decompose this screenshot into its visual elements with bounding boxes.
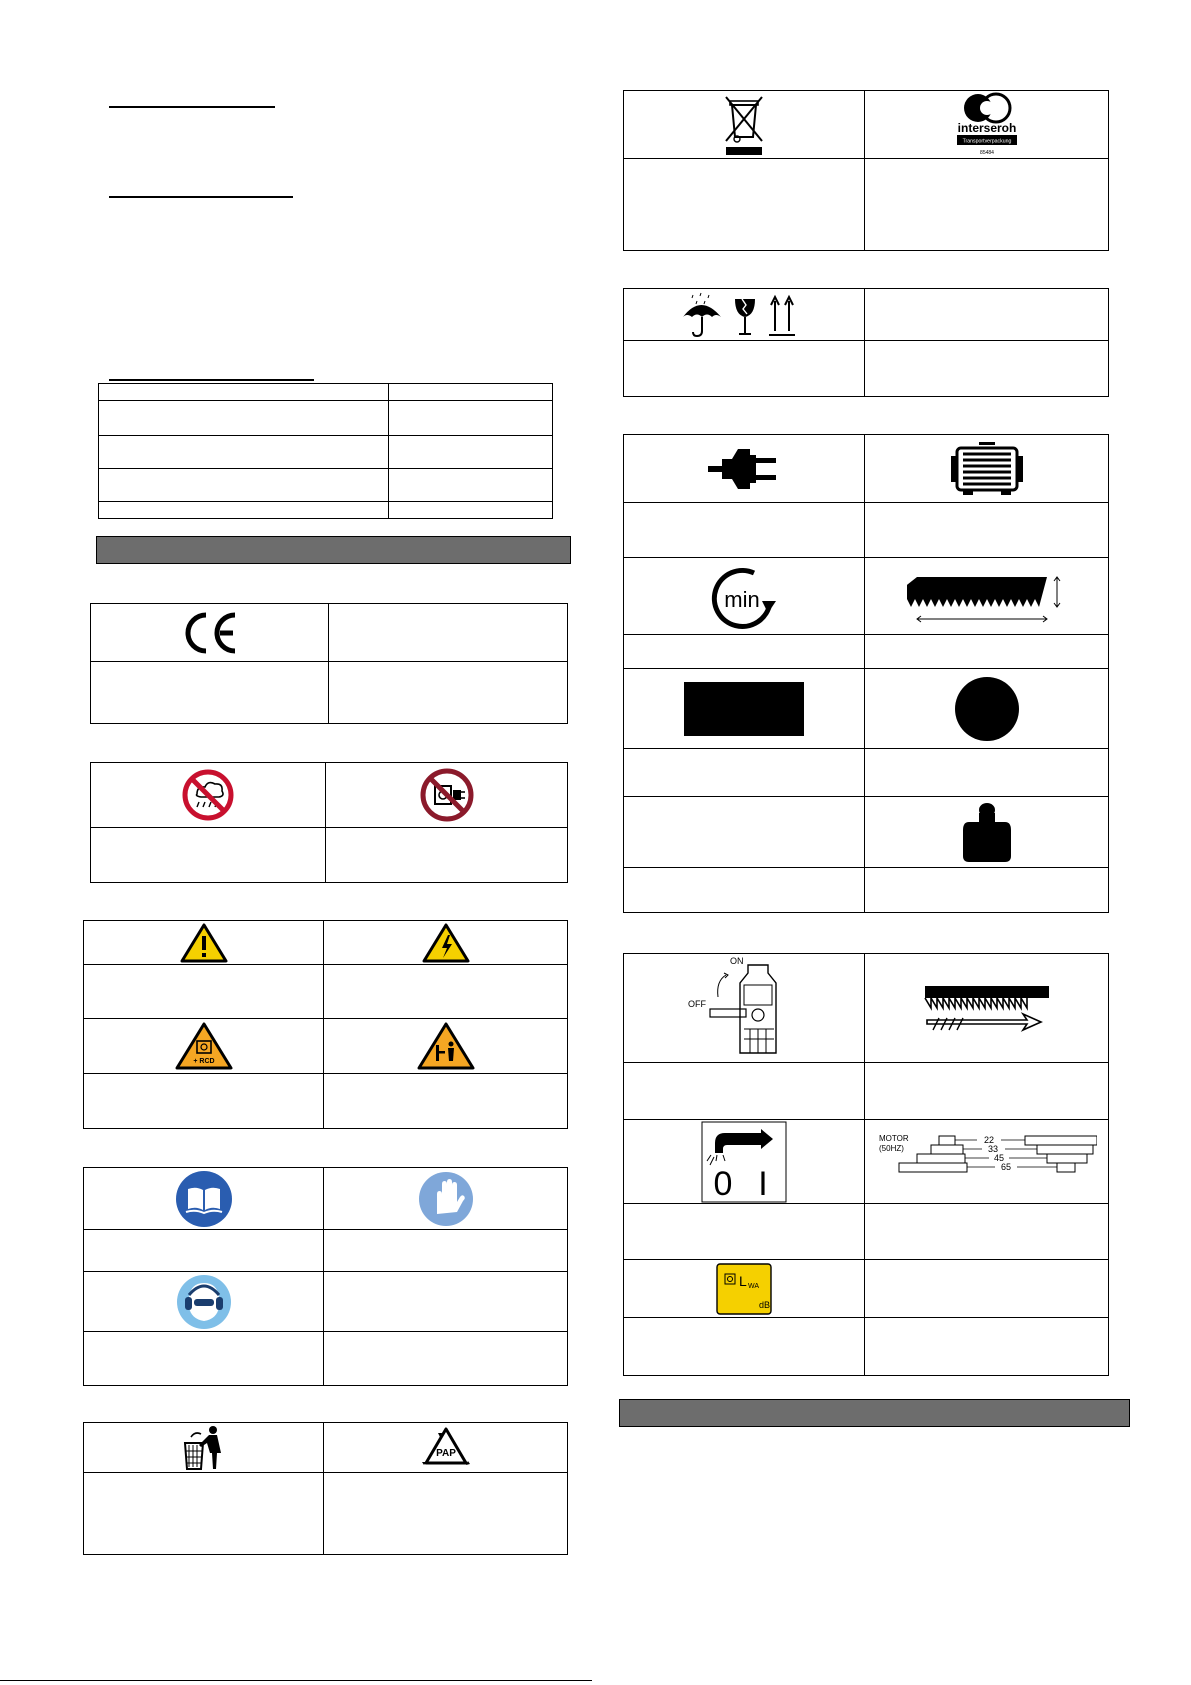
this-way-up-icon — [769, 297, 795, 335]
fragile-icon — [735, 299, 755, 334]
spec-cell — [389, 384, 553, 401]
spec-cell — [389, 401, 553, 436]
packaging-symbol-table — [623, 288, 1109, 397]
min-label: min — [724, 587, 760, 612]
technical-symbol-table — [623, 434, 1109, 913]
black-rectangle-icon — [684, 682, 804, 736]
spec-cell — [99, 502, 389, 519]
saw-feed-direction-icon — [917, 978, 1057, 1038]
heading-underline-2 — [109, 196, 293, 198]
power-plug-icon — [706, 441, 782, 497]
svg-text:PAP: PAP — [435, 1447, 456, 1459]
mandatory-symbol-table — [83, 1167, 568, 1386]
interseroh-logo-icon — [955, 92, 1019, 158]
ce-mark-icon — [180, 611, 240, 655]
pulley-speed-45: 45 — [993, 1152, 1004, 1163]
general-warning-icon — [179, 922, 229, 964]
spec-table — [98, 383, 553, 519]
footer-line — [0, 1680, 592, 1681]
packaging-icons — [679, 291, 809, 339]
wear-gloves-icon — [417, 1170, 475, 1228]
spec-cell — [99, 469, 389, 502]
pulley-speed-22: 22 — [983, 1134, 994, 1145]
sound-power-icon — [715, 1262, 773, 1316]
prohibition-symbol-table — [90, 762, 568, 883]
pulley-speed-65: 65 — [1000, 1161, 1011, 1172]
lwa-l: L — [739, 1272, 747, 1289]
coolant-zero: 0 — [713, 1164, 733, 1203]
lwa-sub: WA — [748, 1282, 760, 1290]
crossed-bin-icon — [720, 93, 768, 157]
interseroh-code: 85484 — [979, 149, 994, 156]
heading-underline-1 — [109, 106, 275, 108]
rcd-warning-icon — [174, 1021, 234, 1071]
no-plug-icon — [419, 767, 475, 823]
electric-warning-icon — [421, 922, 471, 964]
rcd-label: + RCD — [192, 1058, 215, 1065]
read-manual-icon — [174, 1169, 234, 1229]
spec-cell — [389, 502, 553, 519]
pulley-motor-label: MOTOR — [878, 1133, 909, 1143]
ear-eye-protection-icon — [175, 1273, 233, 1331]
saw-blade-icon — [907, 563, 1067, 629]
switch-off-label: OFF — [688, 999, 706, 1009]
operation-symbol-table — [623, 953, 1109, 1376]
on-off-switch-icon — [686, 955, 802, 1061]
waste-symbol-table — [623, 90, 1109, 251]
weight-icon — [959, 800, 1015, 864]
spec-cell — [99, 436, 389, 469]
pulley-hz-label: (50HZ) — [878, 1143, 904, 1153]
no-rain-icon — [181, 768, 235, 822]
keep-dry-icon — [683, 293, 721, 336]
black-circle-icon — [955, 677, 1019, 741]
spec-cell — [99, 401, 389, 436]
pulley-speed-33: 33 — [987, 1143, 998, 1154]
ce-symbol-table — [90, 603, 568, 724]
section-bar-left — [96, 536, 571, 564]
warning-symbol-table — [83, 920, 568, 1129]
interseroh-brand: interseroh — [957, 120, 1016, 135]
spec-cell — [99, 384, 389, 401]
pulley-speed-icon — [877, 1132, 1097, 1192]
motor-icon — [949, 440, 1025, 498]
lwa-unit: dB — [759, 1299, 771, 1310]
switch-off-warning-icon — [416, 1021, 476, 1071]
coolant-one: I — [758, 1164, 768, 1203]
interseroh-band: Transportverpackung — [962, 138, 1011, 144]
heading-underline-3 — [109, 379, 314, 381]
rotation-speed-icon — [704, 563, 784, 629]
disposal-symbol-table — [83, 1422, 568, 1555]
coolant-switch-icon — [701, 1121, 787, 1203]
section-bar-right — [619, 1399, 1130, 1427]
spec-cell — [389, 436, 553, 469]
switch-on-label: ON — [730, 956, 744, 966]
spec-cell — [389, 469, 553, 502]
litter-bin-icon — [181, 1425, 227, 1471]
pap-recycling-icon — [420, 1425, 472, 1471]
